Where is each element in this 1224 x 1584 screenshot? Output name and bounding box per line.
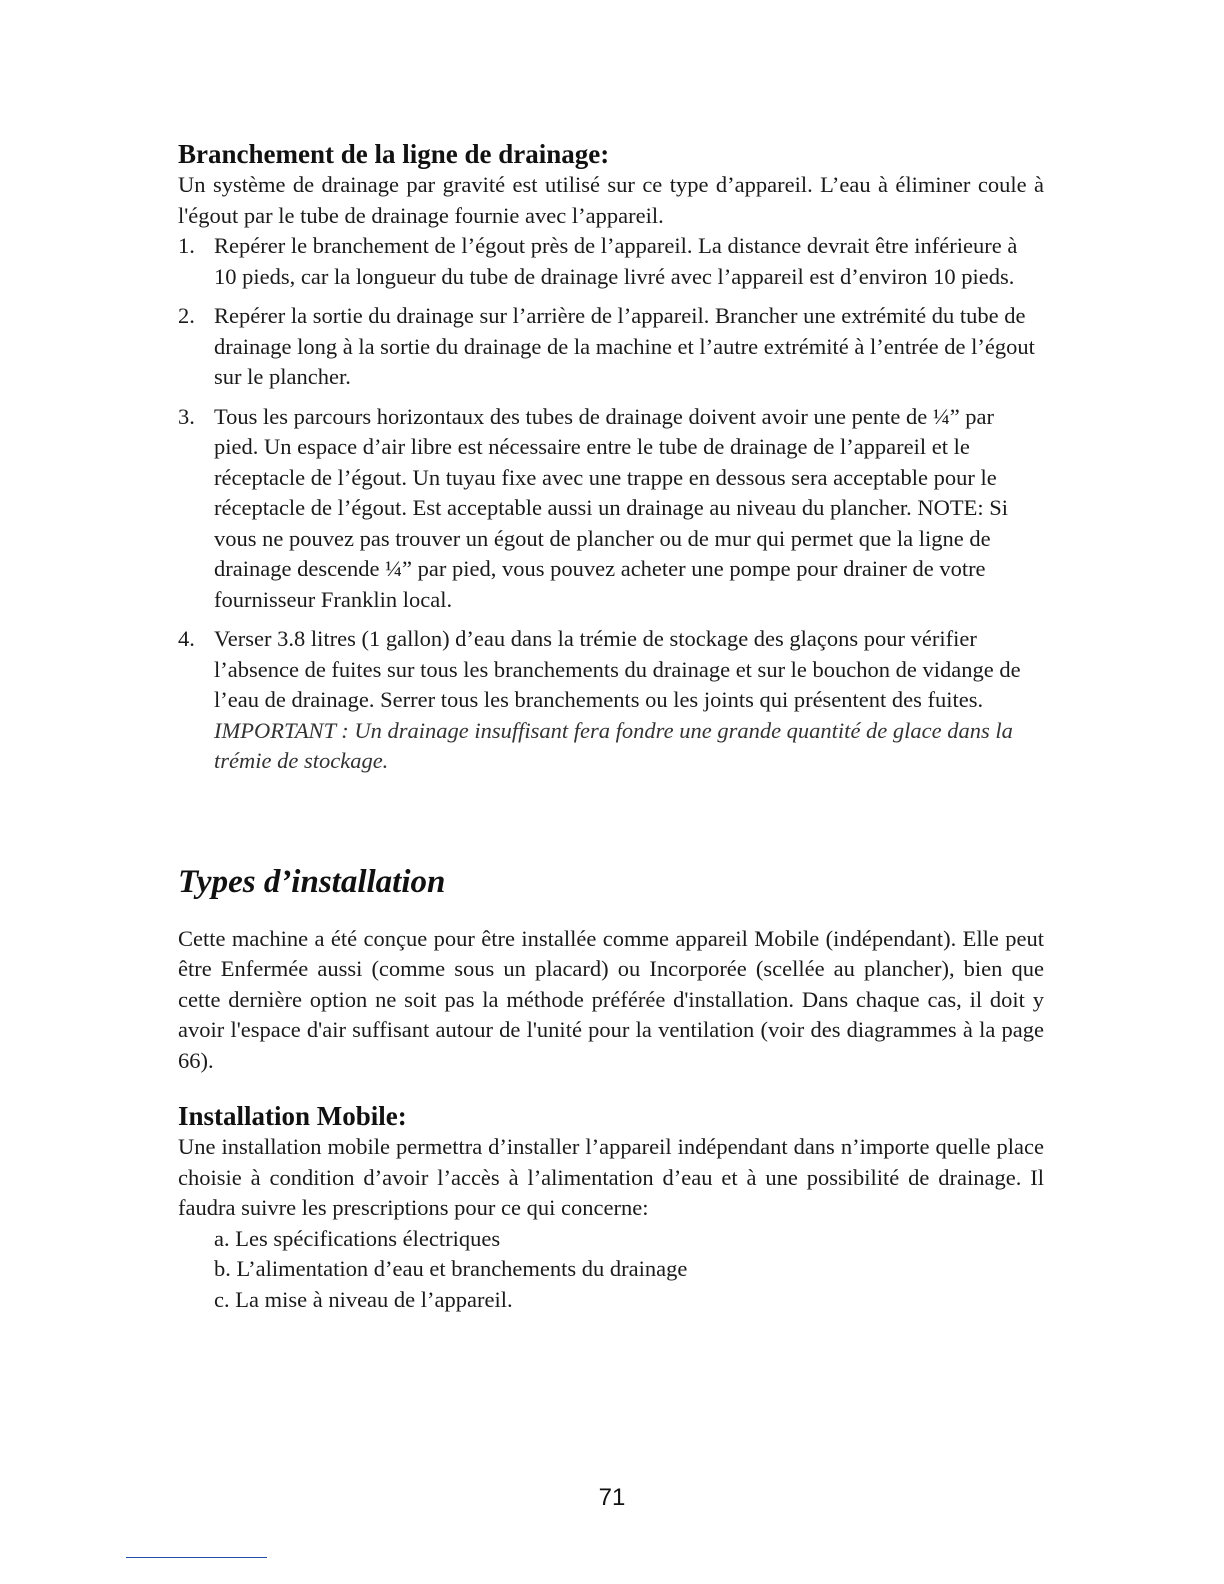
step-text: Repérer la sortie du drainage sur l’arrière de l’appareil. Brancher une extrémité du tube de drainage long à la sortie du drainage de la machine et l’autre extrémité à l’entrée de l’égout sur le plancher.: [214, 303, 1035, 389]
drainage-steps-list: [178, 231, 1044, 777]
step-number: 1.: [178, 233, 195, 258]
drainage-heading: Branchement de la ligne de drainage:: [178, 139, 610, 169]
list-item: [178, 624, 1044, 777]
mobile-installation-heading: Installation Mobile:: [178, 1101, 407, 1131]
list-item: [178, 301, 1044, 393]
step-number: 2.: [178, 303, 195, 328]
list-item: b. L’alimentation d’eau et branchements du drainage: [214, 1256, 688, 1281]
footnote-divider: [126, 1557, 267, 1558]
drainage-intro: Un système de drainage par gravité est utilisé sur ce type d’appareil. L’eau à éliminer coule à l'égout par le tube de drainage fournie avec l’appareil.: [178, 172, 1044, 228]
mobile-installation-text: Une installation mobile permettra d’installer l’appareil indépendant dans n’importe quelle place choisie à condition d’avoir l’accès à l’alimentation d’eau et à une possibilité de drainage. Il faudra suivre les prescriptions pour ce qui concerne:: [178, 1134, 1044, 1220]
installation-types-text: Cette machine a été conçue pour être installée comme appareil Mobile (indépendant). Elle peut être Enfermée aussi (comme sous un placard) ou Incorporée (scellée au plancher), bien que cette dernière option ne soit pas la méthode préférée d'installation. Dans chaque cas, il doit y avoir l'espace d'air suffisant autour de l'unité pour la ventilation (voir des diagrammes à la page 66).: [178, 925, 1044, 1073]
list-item: c. La mise à niveau de l’appareil.: [214, 1286, 513, 1312]
mobile-requirements-list: [178, 1224, 1044, 1316]
important-note: IMPORTANT : Un drainage insuffisant fera fondre une grande quantité de glace dans la trémie de stockage.: [214, 717, 1013, 773]
document-page: [178, 138, 1044, 1315]
list-item: [178, 402, 1044, 616]
step-text: Tous les parcours horizontaux des tubes de drainage doivent avoir une pente de ¼” par pied. Un espace d’air libre est nécessaire entre le tube de drainage de l’appareil et le réceptacle de l’égout. Un tuyau fixe avec une trappe en dessous sera acceptable pour le réceptacle de l’égout. Est acceptable aussi un drainage au niveau du plancher. NOTE: Si vous ne pouvez pas trouver un égout de plancher ou de mur qui permet que la ligne de drainage descende ¼” par pied, vous pouvez acheter une pompe pour drainer de votre fournisseur Franklin local.: [214, 403, 1009, 612]
step-text: Verser 3.8 litres (1 gallon) d’eau dans la trémie de stockage des glaçons pour vérifier l’absence de fuites sur tous les branchements du drainage et sur le bouchon de vidange de l’eau de drainage. Serrer tous les branchements ou les joints qui présentent des fuites.: [214, 626, 1021, 712]
list-item: [178, 231, 1044, 292]
list-item: a. Les spécifications électriques: [214, 1225, 501, 1251]
step-number: 4.: [178, 626, 195, 651]
step-number: 3.: [178, 403, 195, 429]
installation-types-heading: Types d’installation: [178, 863, 446, 900]
page-number: 71: [598, 1484, 626, 1511]
step-text: Repérer le branchement de l’égout près de l’appareil. La distance devrait être inférieure à 10 pieds, car la longueur du tube de drainage livré avec l’appareil est d’environ 10 pieds.: [214, 233, 1018, 289]
